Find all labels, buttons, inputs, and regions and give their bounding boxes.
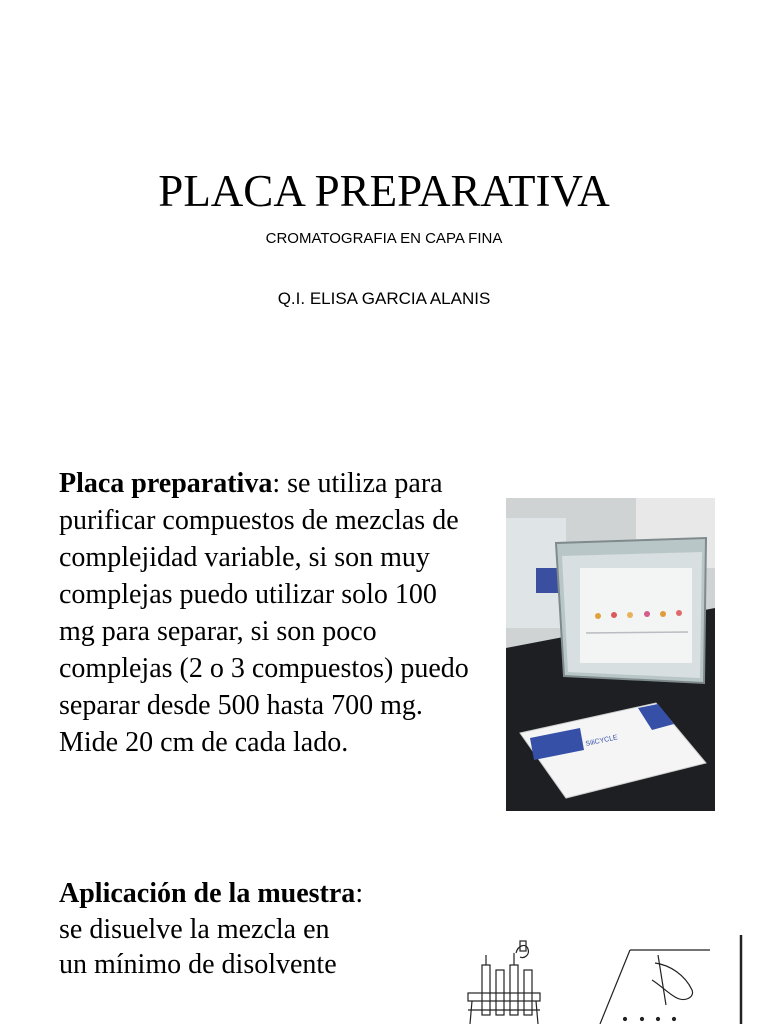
term-placa-preparativa: Placa preparativa <box>59 468 273 499</box>
application-line-2: un mínimo de disolvente <box>59 949 337 980</box>
application-colon: : <box>355 878 364 909</box>
application-paragraph <box>59 876 419 983</box>
term-aplicacion-muestra: Aplicación de la muestra <box>59 878 356 909</box>
description-paragraph <box>59 465 479 761</box>
sample-application-diagram <box>430 935 768 1024</box>
author-name: Q.I. ELISA GARCIA ALANIS <box>277 289 491 308</box>
page-title: PLACA PREPARATIVA <box>158 166 610 216</box>
description-text: : se utiliza para purificar compuestos de mezclas de complejidad variable, si son muy complejas puedo utilizar solo 100 mg para separar, si son poco complejas (2 o 3 compuestos) puedo separar desde 500 hasta 700 mg. Mide 20 cm de cada lado. <box>59 468 469 758</box>
application-line-1: se disuelve la mezcla en <box>59 913 330 945</box>
box-brand-label: SiliCYCLE <box>584 734 619 748</box>
tlc-chamber-photo <box>506 498 715 811</box>
page-subtitle: CROMATOGRAFIA EN CAPA FINA <box>265 230 503 247</box>
